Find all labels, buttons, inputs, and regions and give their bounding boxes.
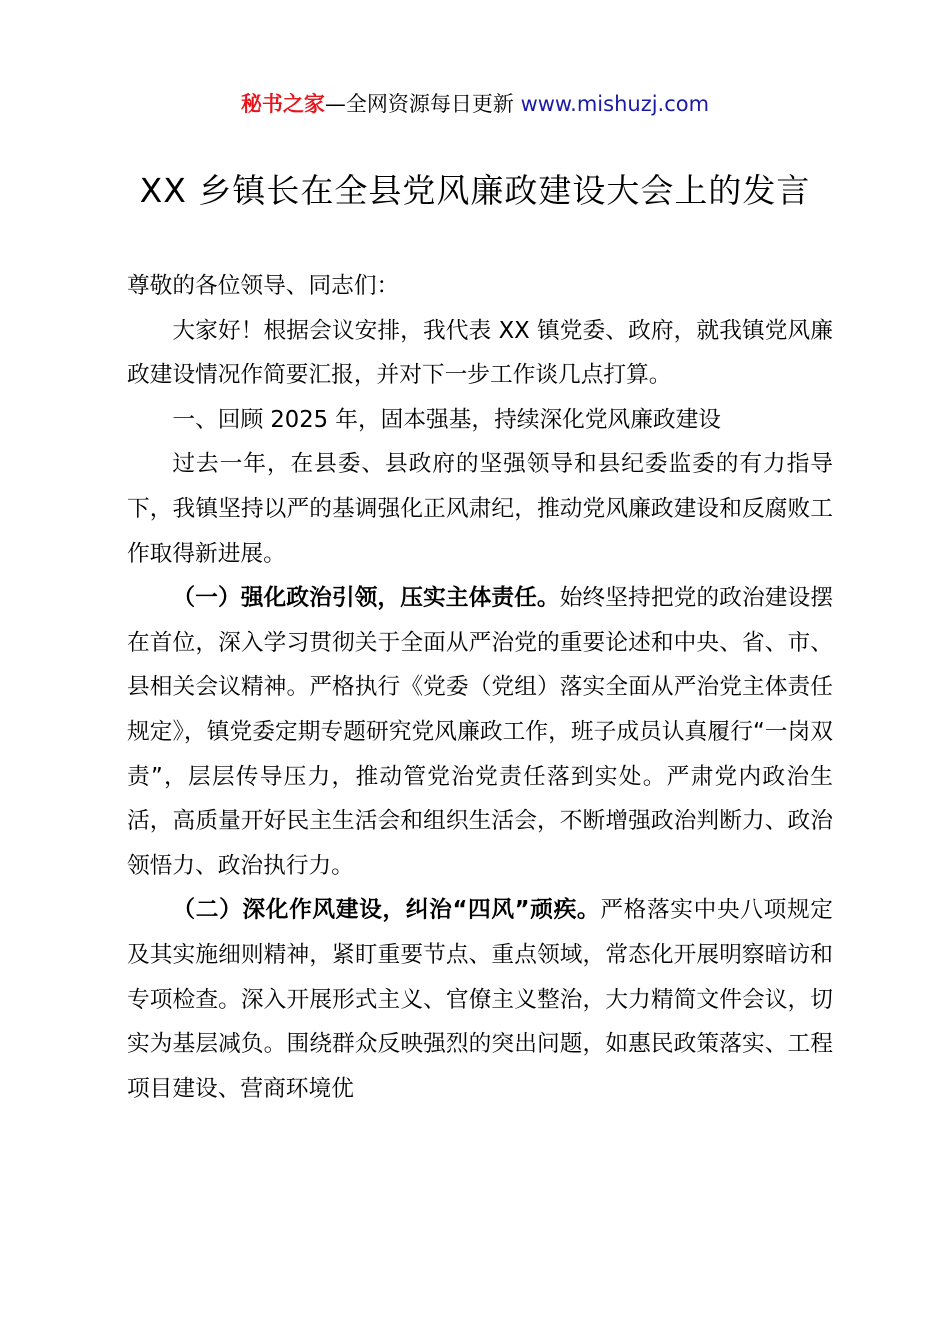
site-header (0, 88, 950, 120)
salutation: 尊敬的各位领导、同志们： (127, 273, 400, 299)
item-heading-1: （一）强化政治引领，压实主体责任。 (172, 585, 560, 612)
section-paragraph: 过去一年，在县委、县政府的坚强领导和县纪委监委的有力指导下，我镇坚持以严的基调强化正风肃纪，推动党风廉政建设和反腐败工作取得新进展。 (127, 451, 833, 567)
item-heading-2: （二）深化作风建设，纠治“四风”顽疾。 (172, 897, 601, 924)
document-title: XX 乡镇长在全县党风廉政建设大会上的发言 (139, 171, 811, 210)
section-heading: 一、回顾 2025 年，固本强基，持续深化党风廉政建设 (172, 406, 721, 433)
item-body-1: 始终坚持把党的政治建设摆在首位，深入学习贯彻关于全面从严治党的重要论述和中央、省、市、县相关会议精神。严格执行《党委（党组）落实全面从严治党主体责任规定》，镇党委定期专题研究党风廉政工作，班子成员认真履行“一岗双责”，层层传导压力，推动管党治党责任落到实处。严肃党内政治生活，高质量开好民主生活会和组织生活会，不断增强政治判断力、政治领悟力、政治执行力。 (127, 585, 834, 879)
header-tagline: —全网资源每日更新 (324, 92, 514, 116)
item-paragraph-2 (127, 888, 833, 1111)
item-body-2: 严格落实中央八项规定及其实施细则精神，紧盯重要节点、重点领域，常态化开展明察暗访和专项检查。深入开展形式主义、官僚主义整治，大力精简文件会议，切实为基层减负。围绕群众反映强烈的突出问题，如惠民政策落实、工程项目建设、营商环境优 (127, 897, 833, 1102)
document-body (127, 264, 833, 1111)
item-paragraph-1 (127, 576, 833, 888)
brand-name: 秘书之家 (240, 92, 325, 116)
intro-paragraph: 大家好！根据会议安排，我代表 XX 镇党委、政府，就我镇党风廉政建设情况作简要汇报，并对下一步工作谈几点打算。 (127, 317, 833, 389)
site-url-link[interactable]: www.mishuzj.com (520, 92, 710, 116)
